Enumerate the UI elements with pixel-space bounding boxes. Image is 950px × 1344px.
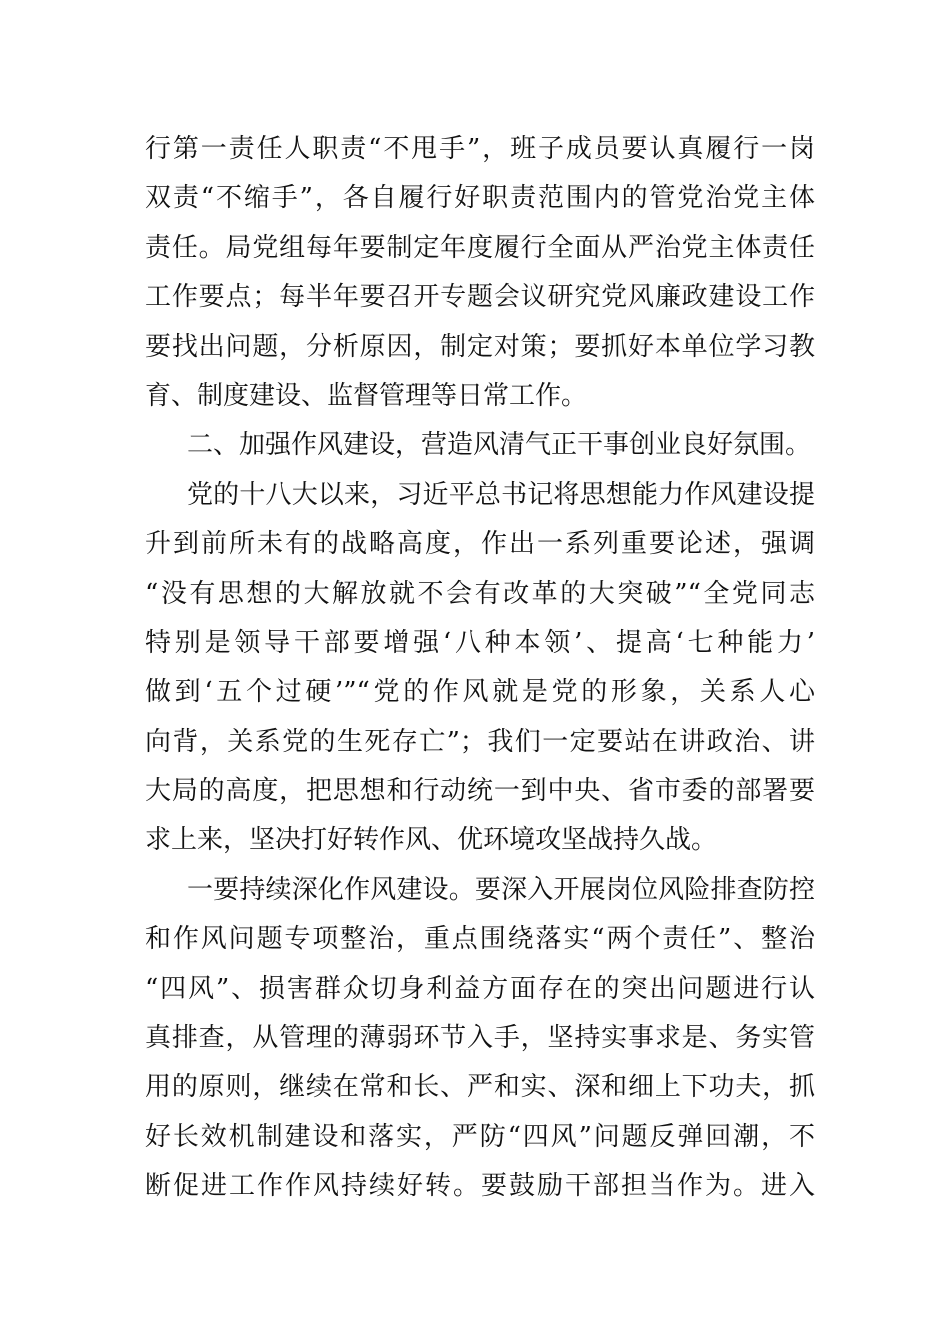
text-line: “四风”、损害群众切身利益方面存在的突出问题进行认 xyxy=(145,973,815,1004)
text-line: 行第一责任人职责“不甩手”，班子成员要认真履行一岗 xyxy=(145,134,815,164)
text-line: 用的原则，继续在常和长、严和实、深和细上下功夫，抓 xyxy=(145,1072,815,1103)
body-text xyxy=(145,125,815,1212)
text-line: 向背，关系党的生死存亡”；我们一定要站在讲政治、讲 xyxy=(145,726,815,757)
text-line: 特别是领导干部要增强‘八种本领’、提高‘七种能力’ xyxy=(145,627,815,658)
section-heading: 二、加强作风建设，营造风清气正干事创业良好氛围。 xyxy=(187,430,812,461)
text-line: 要找出问题，分析原因，制定对策；要抓好本单位学习教 xyxy=(145,331,815,362)
text-line: 工作要点；每半年要召开专题会议研究党风廉政建设工作 xyxy=(145,282,815,313)
text-line: 责任。局党组每年要制定年度履行全面从严治党主体责任 xyxy=(145,232,815,263)
text-line: 大局的高度，把思想和行动统一到中央、省市委的部署要 xyxy=(145,776,815,807)
text-line: 做到‘五个过硬’”“党的作风就是党的形象，关系人心 xyxy=(145,677,815,708)
text-line: 育、制度建设、监督管理等日常工作。 xyxy=(145,380,588,411)
text-line: 好长效机制建设和落实，严防“四风”问题反弹回潮，不 xyxy=(145,1121,815,1152)
text-line: 党的十八大以来，习近平总书记将思想能力作风建设提 xyxy=(187,479,815,510)
text-line: 升到前所未有的战略高度，作出一系列重要论述，强调 xyxy=(145,529,815,560)
text-line: 真排查，从管理的薄弱环节入手，坚持实事求是、务实管 xyxy=(145,1023,815,1054)
text-line: 断促进工作作风持续好转。要鼓励干部担当作为。进入 xyxy=(145,1171,815,1202)
text-line: 双责“不缩手”，各自履行好职责范围内的管党治党主体 xyxy=(145,183,815,214)
text-line: 和作风问题专项整治，重点围绕落实“两个责任”、整治 xyxy=(145,924,815,955)
text-line: “没有思想的大解放就不会有改革的大突破”“全党同志 xyxy=(145,578,815,609)
text-line: 一要持续深化作风建设。要深入开展岗位风险排查防控 xyxy=(187,874,815,905)
text-line: 求上来，坚决打好转作风、优环境攻坚战持久战。 xyxy=(145,825,718,856)
